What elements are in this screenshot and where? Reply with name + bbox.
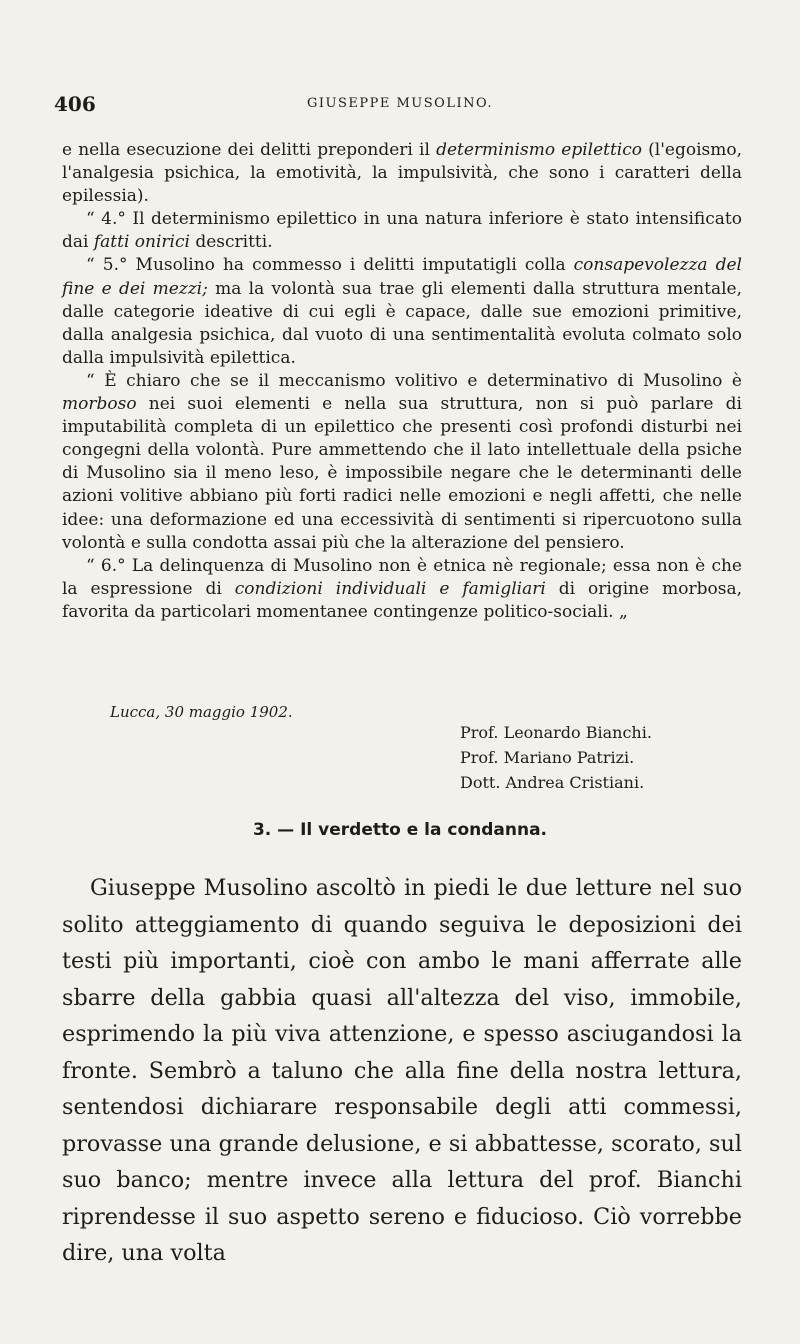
report-paragraph: “ È chiaro che se il meccanismo volitivo e determinativo di Musolino è morboso nei suoi elementi e nella sua struttura, non si può parlare di imputabilità completa di un epilettico che presenti così profondi disturbi nei congegni della volontà. Pure ammettendo che il lato intellettuale della psiche di Musolino sia il meno leso, è impossibile negare che le determinanti delle azioni volitive abbiano più forti radici nelle emozioni e negli affetti, che nelle idee: una deformazione ed una eccessività di sentimenti si ripercuotono sulla volontà e sulla condotta assai più che la alterazione del pensiero. bbox=[62, 370, 742, 553]
page-number: 406 bbox=[54, 92, 96, 116]
place-date: Lucca, 30 maggio 1902. bbox=[110, 703, 293, 721]
expert-report-conclusions bbox=[62, 139, 742, 624]
signatures bbox=[460, 720, 652, 795]
body-text bbox=[62, 870, 742, 1272]
emphasis: morboso bbox=[62, 394, 137, 415]
emphasis: condizioni individuali e famigliari bbox=[234, 578, 546, 599]
running-head: GIUSEPPE MUSOLINO. bbox=[307, 96, 493, 111]
report-paragraph: “ 4.° Il determinismo epilettico in una natura inferiore è stato intensificato dai fatti onirici descritti. bbox=[62, 209, 742, 253]
emphasis: fatti onirici bbox=[93, 232, 190, 253]
emphasis: determinismo epilettico bbox=[436, 140, 642, 160]
report-paragraph: “ 5.° Musolino ha commesso i delitti imputatigli colla consapevolezza del fine e dei mezzi; ma la volontà sua trae gli elementi dalla struttura mentale, dalle categorie ideative di cui egli è capace, dalle sue emozioni primitive, dalla analgesia psichica, dal vuoto di una sentimentalità evoluta colmato solo dalla impulsività epilettica. bbox=[62, 255, 742, 368]
signature: Prof. Mariano Patrizi. bbox=[460, 748, 635, 767]
signature: Dott. Andrea Cristiani. bbox=[460, 773, 645, 792]
section-title: 3. — Il verdetto e la condanna. bbox=[252, 820, 548, 840]
signature: Prof. Leonardo Bianchi. bbox=[460, 723, 652, 742]
page-header bbox=[0, 92, 800, 122]
report-paragraph: “ 6.° La delinquenza di Musolino non è etnica nè regionale; essa non è che la espressione di condizioni individuali e famigliari di origine morbosa, favorita da particolari momentanee contingenze politico-sociali. „ bbox=[62, 555, 742, 622]
body-paragraph: Giuseppe Musolino ascoltò in piedi le due letture nel suo solito atteggiamento di quando seguiva le deposizioni dei testi più importanti, cioè con ambo le mani afferrate alle sbarre della gabbia quasi all'altezza del viso, immobile, esprimendo la più viva attenzione, e spesso asciugandosi la fronte. Sembrò a taluno che alla fine della nostra lettura, sentendosi dichiarare responsabile degli atti commessi, provasse una grande delusione, e si abbattesse, scorato, sul suo banco; mentre invece alla lettura del prof. Bianchi riprendesse il suo aspetto sereno e fiducioso. Ciò vorrebbe dire, una volta bbox=[62, 875, 742, 1266]
report-paragraph: e nella esecuzione dei delitti preponderi il determinismo epilettico (l'egoismo, l'analgesia psichica, la emotività, la impulsività, che sono i caratteri della epilessia). bbox=[62, 140, 743, 207]
emphasis: consapevolezza del fine e dei mezzi; bbox=[62, 255, 742, 299]
